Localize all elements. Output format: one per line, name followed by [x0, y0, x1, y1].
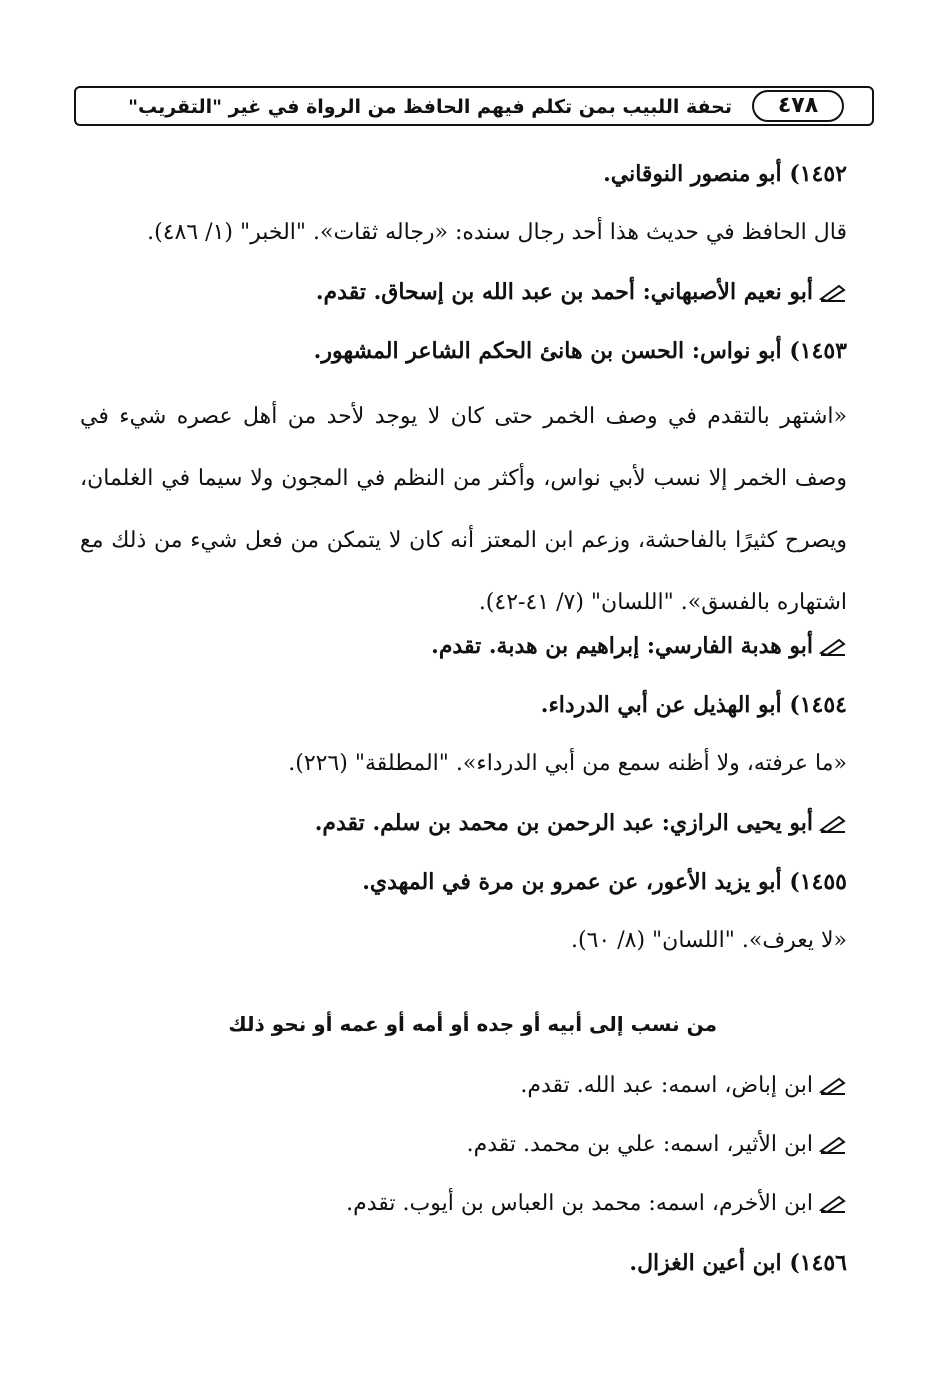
running-title: تحفة اللبيب بمن تكلم فيهم الحافظ من الرواة في غير "التقريب" — [128, 96, 732, 118]
pen-icon — [819, 814, 847, 834]
entry-1456-heading: ١٤٥٦) ابن أعين الغزال. — [629, 1250, 847, 1276]
cross-ref-ibn-al-akhram: ابن الأخرم، اسمه: محمد بن العباس بن أيوب. تقدم. — [80, 1180, 847, 1239]
entry-1455-quote: «لا يعرف». "اللسان" (٨/ ٦٠). — [571, 928, 847, 953]
cross-ref-abu-yahya: أبو يحيى الرازي: عبد الرحمن بن محمد بن سلم. تقدم. — [80, 799, 847, 858]
cross-ref-abu-nuaym: أبو نعيم الأصبهاني: أحمد بن عبد الله بن إسحاق. تقدم. — [80, 268, 847, 327]
cross-ref-abu-hudba: أبو هدبة الفارسي: إبراهيم بن هدبة. تقدم. — [80, 622, 847, 681]
pen-icon — [819, 1194, 847, 1214]
page-header — [74, 86, 874, 126]
entry-1453-heading: ١٤٥٣) أبو نواس: الحسن بن هانئ الحكم الشاعر المشهور. — [313, 338, 847, 364]
cross-ref-ibn-ibad: ابن إباض، اسمه: عبد الله. تقدم. — [80, 1062, 847, 1121]
pen-icon — [819, 1135, 847, 1155]
entry-1454-heading: ١٤٥٤) أبو الهذيل عن أبي الدرداء. — [540, 692, 847, 718]
section-heading: من نسب إلى أبيه أو جده أو أمه أو عمه أو نحو ذلك — [228, 1012, 717, 1036]
entry-1453-quote: «اشتهر بالتقدم في وصف الخمر حتى كان لا يوجد لأحد من أهل عصره شيء في وصف الخمر إلا نسب لأبي نواس، وأكثر من النظم في المجون ولا سيما في الغلمان، ويصرح كثيرًا بالفاحشة، وزعم ابن المعتز أنه كان لا يتمكن من فعل شيء من ذلك مع اشتهاره بالفسق». "اللسان" (٧/ ٤١-٤٢). — [80, 404, 847, 615]
cross-ref-ibn-al-athir: ابن الأثير، اسمه: علي بن محمد. تقدم. — [80, 1121, 847, 1180]
pen-icon — [819, 637, 847, 657]
entry-1455-heading: ١٤٥٥) أبو يزيد الأعور، عن عمرو بن مرة في المهدي. — [362, 869, 847, 895]
page-number: ٤٧٨ — [752, 90, 844, 122]
entry-1454-quote: «ما عرفته، ولا أظنه سمع من أبي الدرداء». "المطلقة" (٢٢٦). — [288, 751, 847, 776]
pen-icon — [819, 1076, 847, 1096]
entry-1452-quote: قال الحافظ في حديث هذا أحد رجال سنده: «رجاله ثقات». "الخبر" (١/ ٤٨٦). — [147, 220, 847, 245]
section-gap — [80, 976, 847, 1004]
entry-1452-heading: ١٤٥٢) أبو منصور النوقاني. — [603, 161, 847, 187]
page-body — [80, 150, 847, 1298]
pen-icon — [819, 283, 847, 303]
